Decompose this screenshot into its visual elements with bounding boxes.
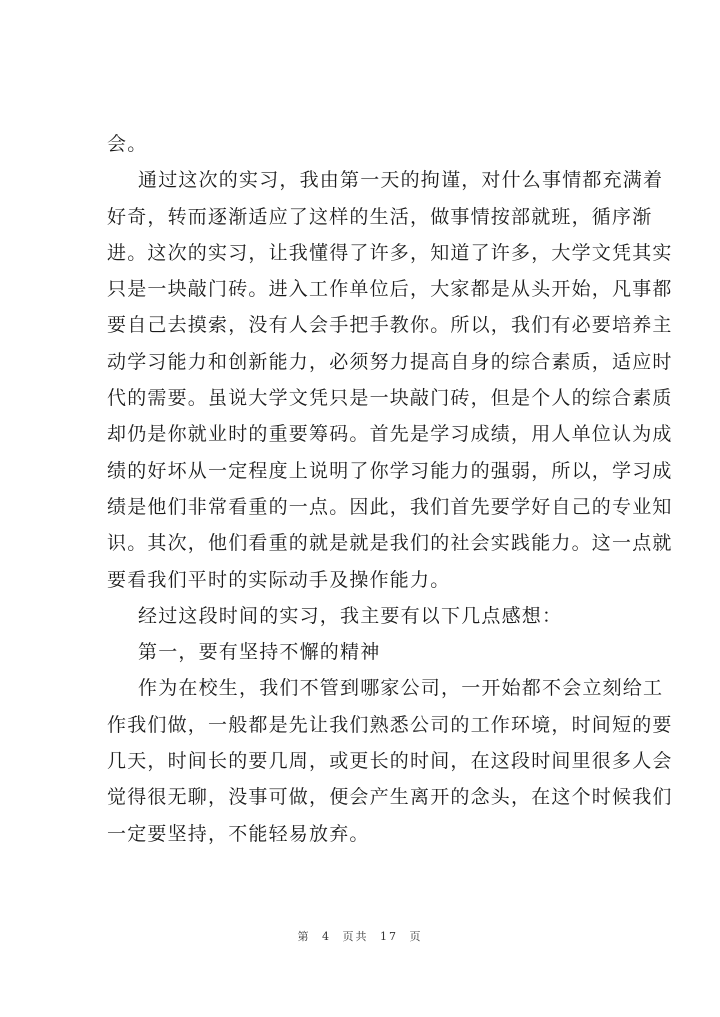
page-number: 第 4 页共 17 页 <box>297 930 423 943</box>
body-text <box>107 126 673 852</box>
text-line: 作为在校生，我们不管到哪家公司，一开始都不会立刻给工 <box>138 677 664 700</box>
text-line: 绩的好坏从一定程度上说明了你学习能力的强弱，所以，学习成 <box>107 459 673 482</box>
text-line: 进。这次的实习，让我懂得了许多，知道了许多，大学文凭其实 <box>107 241 673 264</box>
text-line: 好奇，转而逐渐适应了这样的生活，做事情按部就班，循序渐 <box>107 205 653 228</box>
text-line: 作我们做，一般都是先让我们熟悉公司的工作环境，时间短的要 <box>107 713 673 736</box>
text-line: 会。 <box>107 133 148 155</box>
text-line: 觉得很无聊，没事可做，便会产生离开的念头，在这个时候我们 <box>107 786 673 809</box>
section-heading: 第一，要有坚持不懈的精神 <box>138 641 381 664</box>
text-line: 绩是他们非常看重的一点。因此，我们首先要学好自己的专业知 <box>107 495 673 518</box>
text-line: 却仍是你就业时的重要筹码。首先是学习成绩，用人单位认为成 <box>107 423 673 446</box>
text-line: 动学习能力和创新能力，必须努力提高自身的综合素质，适应时 <box>107 350 673 373</box>
text-line: 经过这段时间的实习，我主要有以下几点感想： <box>138 604 563 627</box>
text-line: 要看我们平时的实际动手及操作能力。 <box>107 568 451 591</box>
text-line: 只是一块敲门砖。进入工作单位后，大家都是从头开始，凡事都 <box>107 278 673 301</box>
text-line: 要自己去摸索，没有人会手把手教你。所以，我们有必要培养主 <box>107 314 673 337</box>
text-line: 代的需要。虽说大学文凭只是一块敲门砖，但是个人的综合素质 <box>107 387 673 410</box>
text-line: 识。其次，他们看重的就是就是我们的社会实践能力。这一点就 <box>107 532 673 555</box>
text-line: 一定要坚持，不能轻易放弃。 <box>107 822 370 845</box>
text-line: 几天，时间长的要几周，或更长的时间，在这段时间里很多人会 <box>107 750 673 773</box>
text-line: 通过这次的实习，我由第一天的拘谨，对什么事情都充满着 <box>138 169 664 192</box>
